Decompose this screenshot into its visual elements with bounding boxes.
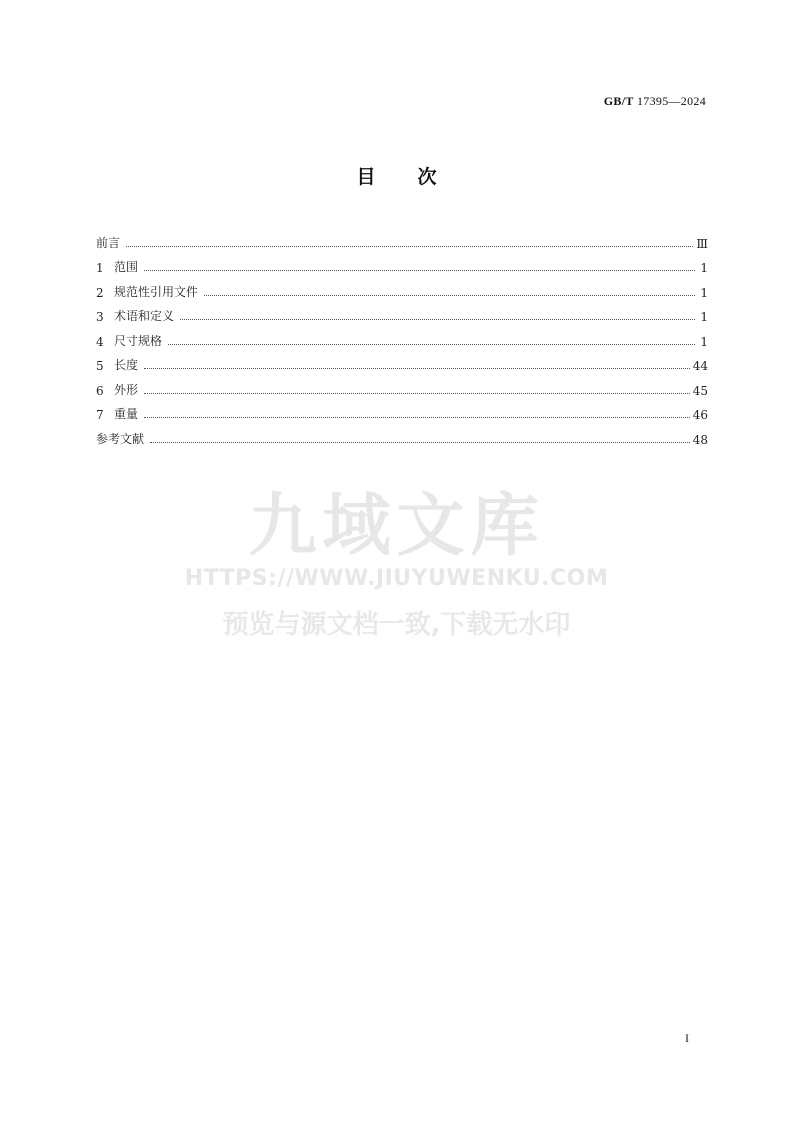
dot-leader bbox=[168, 344, 695, 345]
toc-label: 前言 bbox=[96, 235, 121, 250]
toc-page: 1 bbox=[700, 261, 708, 275]
toc-number: 1 bbox=[96, 261, 104, 275]
toc-page: 1 bbox=[700, 310, 708, 324]
toc-page: 48 bbox=[692, 432, 708, 447]
toc-number: 5 bbox=[96, 359, 104, 373]
toc-page: 1 bbox=[700, 334, 708, 349]
toc-label: 范围 bbox=[114, 260, 139, 274]
toc-entry-terms-definitions[interactable] bbox=[96, 300, 708, 325]
toc-page: Ⅲ bbox=[696, 236, 708, 251]
dot-leader bbox=[180, 319, 695, 320]
dot-leader bbox=[126, 246, 693, 247]
toc-page: 1 bbox=[700, 285, 708, 300]
table-of-contents bbox=[96, 226, 708, 447]
title-first-char: 目 bbox=[356, 166, 376, 188]
toc-number: 6 bbox=[96, 383, 104, 398]
toc-page: 44 bbox=[692, 359, 708, 373]
dot-leader bbox=[150, 442, 690, 443]
dot-leader bbox=[144, 368, 690, 369]
toc-label: 重量 bbox=[114, 407, 139, 421]
toc-entry-normative-references[interactable] bbox=[96, 275, 708, 300]
toc-number: 7 bbox=[96, 408, 104, 422]
toc-label: 长度 bbox=[114, 358, 139, 372]
toc-label: 参考文献 bbox=[96, 431, 145, 446]
toc-label: 外形 bbox=[114, 382, 139, 397]
watermark-note: 预览与源文档一致,下载无水印 bbox=[222, 610, 571, 640]
toc-entry-foreword[interactable] bbox=[96, 226, 708, 251]
toc-page: 45 bbox=[692, 383, 708, 398]
page-number: I bbox=[685, 1031, 689, 1045]
toc-entry-shape[interactable] bbox=[96, 373, 708, 398]
toc-entry-weight[interactable] bbox=[96, 398, 708, 423]
toc-entry-scope[interactable] bbox=[96, 251, 708, 276]
toc-label: 尺寸规格 bbox=[114, 333, 163, 348]
toc-label: 规范性引用文件 bbox=[114, 284, 199, 299]
standard-number: 17395—2024 bbox=[637, 94, 706, 108]
toc-entry-dimensions[interactable] bbox=[96, 324, 708, 349]
watermark-logo-text: 九域文库 bbox=[248, 487, 545, 566]
dot-leader bbox=[204, 295, 695, 296]
toc-label: 术语和定义 bbox=[114, 309, 175, 323]
standard-code bbox=[604, 94, 706, 109]
title-second-char: 次 bbox=[417, 166, 437, 188]
standard-prefix: GB/T bbox=[603, 94, 634, 108]
toc-number: 2 bbox=[96, 285, 104, 300]
dot-leader bbox=[144, 417, 690, 418]
toc-number: 3 bbox=[96, 310, 104, 324]
toc-page: 46 bbox=[692, 408, 708, 422]
watermark-url: HTTPS://WWW.JIUYUWENKU.COM bbox=[184, 566, 609, 591]
dot-leader bbox=[144, 270, 695, 271]
toc-entry-bibliography[interactable] bbox=[96, 422, 708, 447]
toc-number: 4 bbox=[96, 334, 104, 349]
toc-entry-length[interactable] bbox=[96, 349, 708, 374]
dot-leader bbox=[144, 393, 690, 394]
page-title bbox=[0, 162, 793, 189]
